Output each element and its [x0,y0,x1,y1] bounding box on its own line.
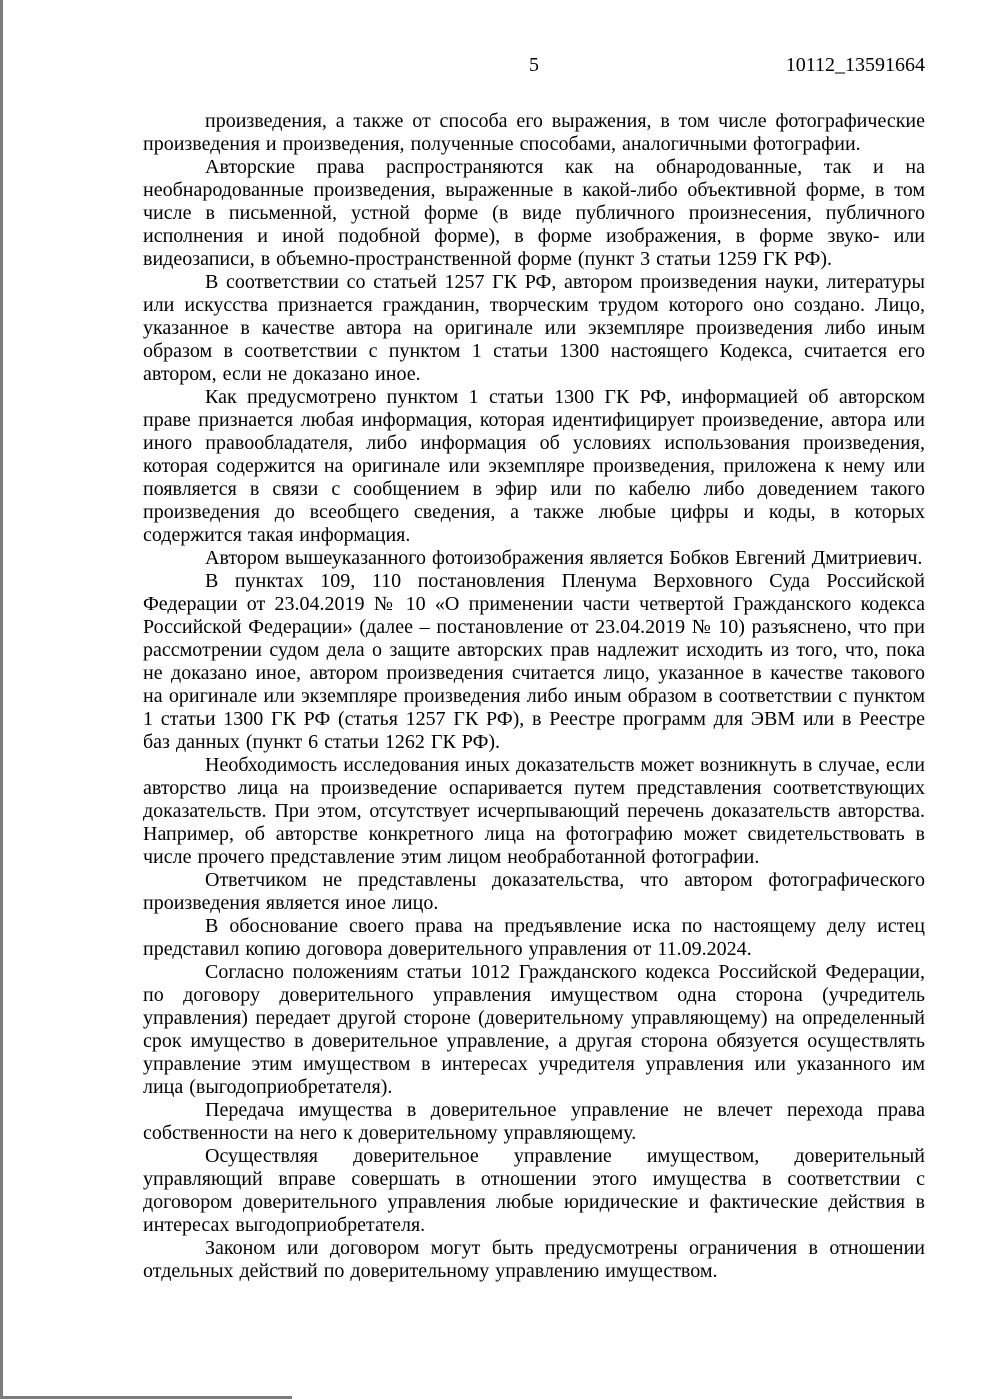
paragraph: Ответчиком не представлены доказательства, что автором фотографического произведения является иное лицо. [143,869,925,914]
paragraph: Авторские права распространяются как на обнародованные, так и на необнародованные произведения, выраженные в какой-либо объективной форме, в том числе в письменной, устной форме (в виде публичного произнесения, публичного исполнения и иной подобной форме), в форме изображения, в форме звуко- или видеозаписи, в объемно-пространственной форме (пункт 3 статьи 1259 ГК РФ). [143,156,925,270]
paragraph: Автором вышеуказанного фотоизображения является Бобков Евгений Дмитриевич. [205,547,923,569]
page-left-border [0,0,3,1399]
document-id: 10112_13591664 [785,54,925,76]
document-body [143,110,925,1283]
paragraph: Как предусмотрено пунктом 1 статьи 1300 ГК РФ, информацией об авторском праве признается любая информация, которая идентифицирует произведение, автора или иного правообладателя, либо информация об условиях использования произведения, которая содержится на оригинале или экземпляре произведения, приложена к нему или появляется в связи с сообщением в эфир или по кабелю либо доведением такого произведения до всеобщего сведения, а также любые цифры и коды, в которых содержится такая информация. [143,386,925,546]
paragraph: Необходимость исследования иных доказательств может возникнуть в случае, если авторство лица на произведение оспаривается путем представления соответствующих доказательств. При этом, отсутствует исчерпывающий перечень доказательств авторства. Например, об авторстве конкретного лица на фотографию может свидетельствовать в числе прочего представление этим лицом необработанной фотографии. [143,754,925,868]
paragraph: произведения, а также от способа его выражения, в том числе фотографические произведения и произведения, полученные способами, аналогичными фотографии. [143,110,925,155]
paragraph: В соответствии со статьей 1257 ГК РФ, автором произведения науки, литературы или искусства признается гражданин, творческим трудом которого оно создано. Лицо, указанное в качестве автора на оригинале или экземпляре произведения либо иным образом в соответствии с пунктом 1 статьи 1300 настоящего Кодекса, считается его автором, если не доказано иное. [143,271,925,385]
page-number: 5 [529,54,539,76]
paragraph: В пунктах 109, 110 постановления Пленума Верховного Суда Российской Федерации от 23.04.2019 № 10 «О применении части четвертой Гражданского кодекса Российской Федерации» (далее – постановление от 23.04.2019 № 10) разъяснено, что при рассмотрении судом дела о защите авторских прав надлежит исходить из того, что, пока не доказано иное, автором произведения считается лицо, указанное в качестве такового на оригинале или экземпляре произведения либо иным образом в соответствии с пунктом 1 статьи 1300 ГК РФ (статья 1257 ГК РФ), в Реестре программ для ЭВМ или в Реестре баз данных (пункт 6 статьи 1262 ГК РФ). [143,570,925,753]
paragraph: Передача имущества в доверительное управление не влечет перехода права собственности на него к доверительному управляющему. [143,1099,925,1144]
paragraph: В обоснование своего права на предъявление иска по настоящему делу истец представил копию договора доверительного управления от 11.09.2024. [143,915,925,960]
paragraph: Согласно положениям статьи 1012 Гражданского кодекса Российской Федерации, по договору доверительного управления имуществом одна сторона (учредитель управления) передает другой стороне (доверительному управляющему) на определенный срок имущество в доверительное управление, а другая сторона обязуется осуществлять управление этим имуществом в интересах учредителя управления или указанного им лица (выгодоприобретателя). [143,961,925,1098]
paragraph: Осуществляя доверительное управление имуществом, доверительный управляющий вправе совершать в отношении этого имущества в соответствии с договором доверительного управления любые юридические и фактические действия в интересах выгодоприобретателя. [143,1145,925,1236]
page-header [143,54,925,77]
paragraph: Законом или договором могут быть предусмотрены ограничения в отношении отдельных действий по доверительному управлению имуществом. [143,1237,925,1282]
